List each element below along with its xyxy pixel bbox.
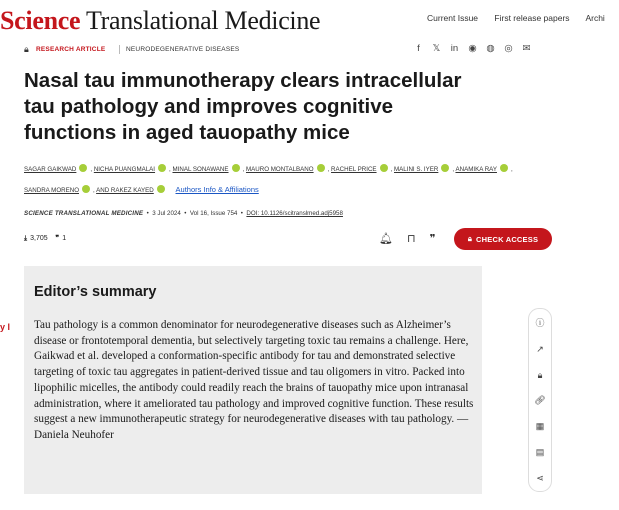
authors-info-link[interactable]: Authors Info & Affiliations bbox=[175, 185, 259, 194]
lock-icon: 🔒︎ bbox=[24, 44, 29, 54]
nav-first-release[interactable]: First release papers bbox=[494, 13, 570, 23]
doi-link[interactable]: DOI: 10.1126/scitranslmed.adj5958 bbox=[246, 210, 343, 217]
author-link[interactable]: MALINI S. IYER bbox=[394, 166, 439, 173]
summary-text: Tau pathology is a common denominator for neurodegenerative diseases such as Alzheimer’s disease or frontotemporal dementia, but selectively targeting toxic tau remains a challenge. Here, Gaikwad et al. developed a conformation-specific antibody for tau and demonstrated selective targeting of toxic tau aggregates in patient-derived tissue and tau oligomers in vitro. Packed into lipophilic micelles, the antibody could readily reach the brains of tauopathy mice upon intranasal administration, where it ameliorated tau pathology and improved cognitive function. These results suggest a new immunotherapeutic strategy for neurodegenerative diseases with tau pathology. —Daniela Neuhofer bbox=[34, 319, 474, 441]
orcid-icon[interactable] bbox=[500, 164, 508, 172]
orcid-icon[interactable] bbox=[82, 185, 90, 193]
orcid-icon[interactable] bbox=[157, 185, 165, 193]
nav-current-issue[interactable]: Current Issue bbox=[427, 13, 479, 23]
reddit-icon[interactable]: ◉ bbox=[468, 43, 477, 54]
tables-icon[interactable]: ▤ bbox=[535, 446, 545, 457]
metrics-icon[interactable]: ↗ bbox=[536, 344, 544, 355]
author-list: SAGAR GAIKWAD , NICHA PUANGMALAI , MINAL SONAWANE , MAURO MONTALBANO , RACHEL PRICE , MALINI S. IYER , ANAMIKA RAY , SANDRA MORENO , AND RAKEZ KAYED Authors Info & Affiliations bbox=[24, 166, 513, 194]
article-metrics bbox=[24, 234, 66, 243]
publication-date: 3 Jul 2024 bbox=[152, 210, 181, 217]
edge-fragment: y l bbox=[0, 322, 11, 332]
article-actions bbox=[379, 232, 435, 245]
download-icon: ⤓ bbox=[24, 235, 28, 242]
download-count[interactable]: 3,705 bbox=[30, 235, 48, 242]
link-icon[interactable]: 🔗︎ bbox=[534, 395, 546, 406]
author-link[interactable]: MINAL SONAWANE bbox=[172, 166, 229, 173]
info-icon[interactable]: ⓘ bbox=[535, 318, 545, 329]
journal-name[interactable]: SCIENCE TRANSLATIONAL MEDICINE bbox=[24, 210, 144, 217]
article-type-label[interactable]: RESEARCH ARTICLE bbox=[36, 46, 106, 53]
quote-icon[interactable]: ❞ bbox=[429, 233, 436, 245]
quote-icon: ❞ bbox=[55, 235, 60, 242]
summary-heading: Editor’s summary bbox=[34, 284, 157, 300]
orcid-icon[interactable] bbox=[158, 164, 166, 172]
orcid-icon[interactable] bbox=[441, 164, 449, 172]
share-icon[interactable]: ⋖ bbox=[536, 472, 544, 483]
figures-icon[interactable]: ▦ bbox=[535, 421, 545, 432]
journal-logo[interactable]: Science Translational Medicine bbox=[0, 6, 321, 35]
author-link[interactable]: MAURO MONTALBANO bbox=[245, 166, 314, 173]
citation-count[interactable]: 1 bbox=[62, 235, 67, 242]
lock-icon: 🔒︎ bbox=[467, 234, 473, 243]
author-link[interactable]: SAGAR GAIKWAD bbox=[24, 166, 77, 173]
tool-sidebar bbox=[528, 308, 552, 492]
section-label[interactable]: NEURODEGENERATIVE DISEASES bbox=[126, 46, 240, 53]
x-icon[interactable]: 𝕏 bbox=[432, 43, 441, 54]
bell-icon[interactable]: 🔔︎ bbox=[379, 233, 393, 245]
whatsapp-icon[interactable]: ◎ bbox=[504, 43, 513, 54]
lock-icon[interactable]: 🔒︎ bbox=[537, 369, 543, 380]
orcid-icon[interactable] bbox=[317, 164, 325, 172]
author-link[interactable]: ANAMIKA RAY bbox=[455, 166, 497, 173]
orcid-icon[interactable] bbox=[232, 164, 240, 172]
orcid-icon[interactable] bbox=[380, 164, 388, 172]
breadcrumb-divider bbox=[119, 45, 120, 54]
bookmark-icon[interactable]: ⊓ bbox=[406, 233, 416, 245]
author-link[interactable]: SANDRA MORENO bbox=[24, 187, 80, 194]
citation-line: SCIENCE TRANSLATIONAL MEDICINE • 3 Jul 2024 • Vol 16, Issue 754 • DOI: 10.1126/scitranslmed.adj5958 bbox=[24, 210, 343, 217]
editors-summary bbox=[24, 266, 482, 494]
wechat-icon[interactable]: ◍ bbox=[486, 43, 495, 54]
author-link[interactable]: RACHEL PRICE bbox=[331, 166, 377, 173]
top-navigation bbox=[427, 13, 619, 23]
author-link[interactable]: AND RAKEZ KAYED bbox=[96, 187, 154, 194]
check-access-button[interactable]: 🔒︎ CHECK ACCESS bbox=[454, 228, 552, 250]
email-icon[interactable]: ✉ bbox=[522, 43, 531, 54]
nav-archive[interactable]: Archi bbox=[585, 13, 605, 23]
share-bar bbox=[413, 43, 532, 54]
volume-issue[interactable]: Vol 16, Issue 754 bbox=[189, 210, 238, 217]
linkedin-icon[interactable]: in bbox=[450, 43, 459, 54]
author-link[interactable]: NICHA PUANGMALAI bbox=[93, 166, 156, 173]
facebook-icon[interactable]: f bbox=[417, 43, 420, 54]
article-title: Nasal tau immunotherapy clears intracellular tau pathology and improves cognitive functions in aged tauopathy mice bbox=[24, 69, 462, 144]
orcid-icon[interactable] bbox=[79, 164, 87, 172]
